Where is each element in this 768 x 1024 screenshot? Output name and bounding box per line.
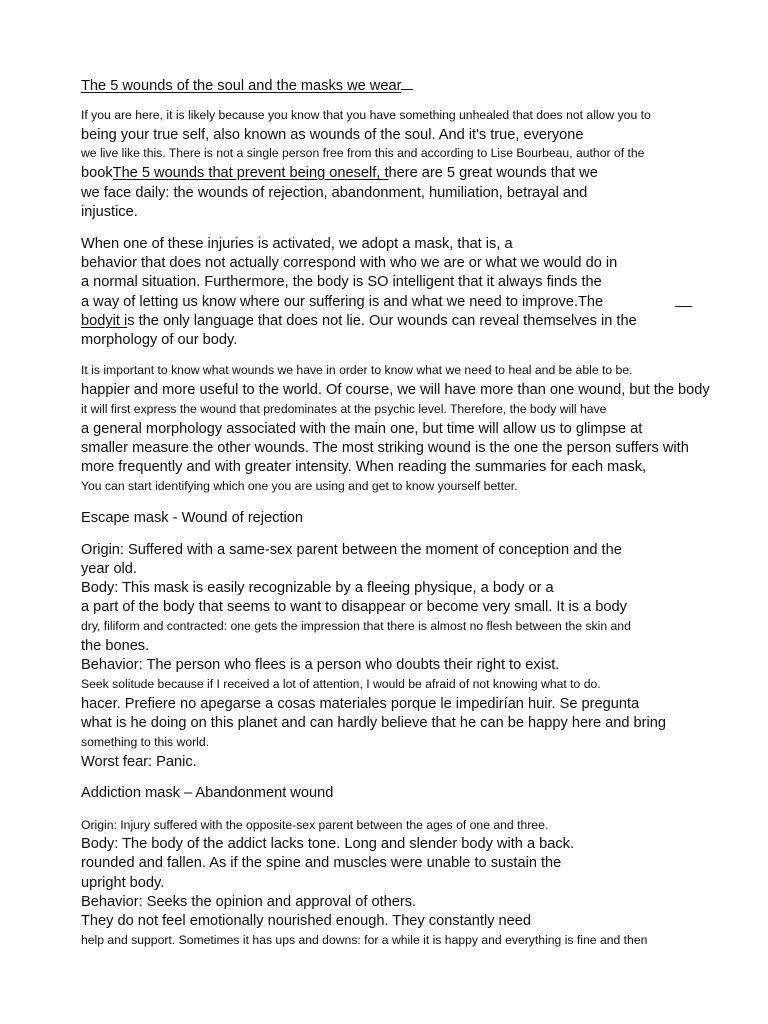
text-line: the bones.: [81, 638, 150, 654]
text-line: smaller measure the other wounds. The most striking wound is the one the person suffers with: [81, 440, 689, 456]
text-line: a general morphology associated with the main one, but time will allow us to glimpse at: [81, 421, 643, 437]
text-line: Seek solitude because if I received a lot of attention, I would be afraid of not knowing what to do.: [81, 677, 601, 691]
section-heading: Addiction mask – Abandonment wound: [81, 785, 334, 801]
text-line: being your true self, also known as wounds of the soul. And it's true, everyone: [81, 127, 584, 143]
text-line: Worst fear: Panic.: [81, 754, 197, 770]
text-line: what is he doing on this planet and can hardly believe that he can be happy here and bring: [81, 715, 666, 731]
text-line: we live like this. There is not a single person free from this and according to Lise Bourbeau, author of the: [81, 146, 645, 160]
text-line: injustice.: [81, 204, 138, 220]
text-line: dry, filiform and contracted: one gets the impression that there is almost no flesh between the skin and: [81, 619, 631, 633]
text-line: a part of the body that seems to want to disappear or become very small. It is a body: [81, 599, 627, 615]
text-line: something to this world.: [81, 735, 210, 749]
text-line: Body: The body of the addict lacks tone. Long and slender body with a back.: [81, 836, 574, 852]
text-line: If you are here, it is likely because you know that you have something unhealed that does not allow you to: [81, 108, 651, 122]
stray-underline: [675, 306, 692, 307]
text-line: Body: This mask is easily recognizable by a fleeing physique, a body or a: [81, 580, 554, 596]
text-line: more frequently and with greater intensity. When reading the summaries for each mask,: [81, 459, 647, 475]
text-line: hacer. Prefiere no apegarse a cosas materiales porque le impedirían huir. Se pregunta: [81, 696, 640, 712]
text-line: year old.: [81, 561, 137, 577]
text-line: Behavior: Seeks the opinion and approval of others.: [81, 894, 417, 910]
bodyit-link[interactable]: bodyit i: [81, 313, 128, 329]
text-line: Origin: Injury suffered with the opposite-sex parent between the ages of one and three.: [81, 818, 549, 832]
text-line: rounded and fallen. As if the spine and muscles were unable to sustain the: [81, 855, 562, 871]
text-line: we face daily: the wounds of rejection, abandonment, humiliation, betrayal and: [81, 185, 588, 201]
text-line: bodyit is the only language that does not lie. Our wounds can reveal themselves in the: [81, 313, 637, 329]
section-heading: Escape mask - Wound of rejection: [81, 510, 303, 526]
document-title: The 5 wounds of the soul and the masks we wear: [81, 77, 413, 94]
text-line: When one of these injuries is activated, we adopt a mask, that is, a: [81, 236, 513, 252]
text-line: happier and more useful to the world. Of course, we will have more than one wound, but the body: [81, 382, 710, 398]
text-line: a normal situation. Furthermore, the body is SO intelligent that it always finds the: [81, 274, 602, 290]
text-line: Origin: Suffered with a same-sex parent between the moment of conception and the: [81, 542, 622, 558]
title-trailing-underline: [401, 77, 413, 90]
text-line: You can start identifying which one you are using and get to know yourself better.: [81, 479, 518, 493]
book-title-link[interactable]: The 5 wounds that prevent being oneself, t: [112, 165, 389, 181]
text-line: bookThe 5 wounds that prevent being oneself, there are 5 great wounds that we: [81, 165, 598, 181]
text-line: upright body.: [81, 875, 165, 891]
text-line: a way of letting us know where our suffering is and what we need to improve.The: [81, 294, 604, 310]
text-line: behavior that does not actually correspond with who we are or what we would do in: [81, 255, 618, 271]
text-line: it will first express the wound that predominates at the psychic level. Therefore, the body will have: [81, 402, 607, 416]
text-line: They do not feel emotionally nourished enough. They constantly need: [81, 913, 532, 929]
text-line: It is important to know what wounds we have in order to know what we need to heal and be able to be.: [81, 363, 633, 377]
text-line: morphology of our body.: [81, 332, 238, 348]
text-line: help and support. Sometimes it has ups and downs: for a while it is happy and everything is fine and then: [81, 933, 648, 947]
text-line: Behavior: The person who flees is a person who doubts their right to exist.: [81, 657, 560, 673]
